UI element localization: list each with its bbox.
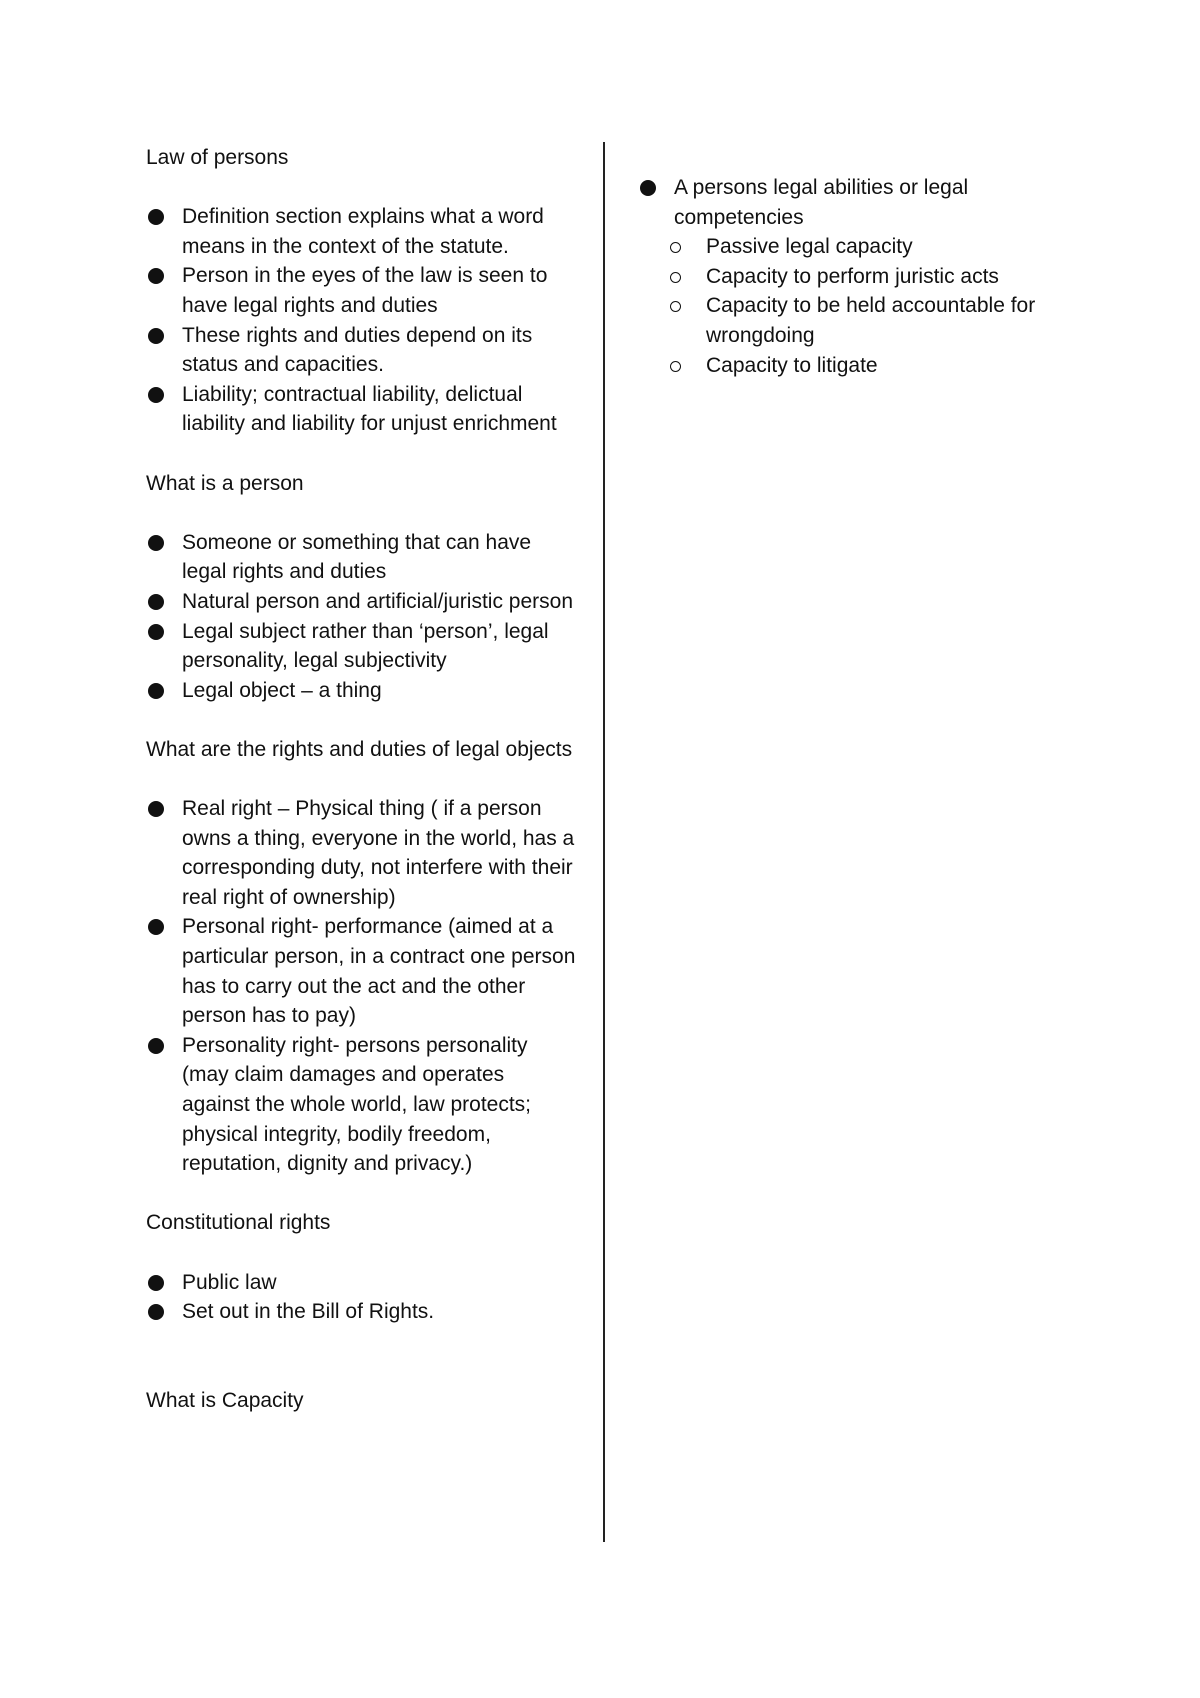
right-column xyxy=(638,173,1078,380)
list-item: Liability; contractual liability, delictual liability and liability for unjust enrichment xyxy=(146,380,576,439)
list-capacity xyxy=(638,173,1078,232)
list-item: Natural person and artificial/juristic person xyxy=(146,587,576,617)
bullet-icon xyxy=(148,328,164,344)
list-item: Person in the eyes of the law is seen to have legal rights and duties xyxy=(146,261,576,320)
list-what-is-a-person xyxy=(146,528,576,706)
list-item: Set out in the Bill of Rights. xyxy=(146,1297,576,1327)
list-item: Capacity to perform juristic acts xyxy=(638,262,1078,292)
left-column xyxy=(146,143,576,1416)
bullet-icon xyxy=(148,801,164,817)
list-item: Definition section explains what a word means in the context of the statute. xyxy=(146,202,576,261)
bullet-icon xyxy=(148,1304,164,1320)
heading-what-is-a-person: What is a person xyxy=(146,471,304,495)
list-item: Personality right- persons personality (may claim damages and operates against the whole world, law protects; physical integrity, bodily freedom, reputation, dignity and privacy.) xyxy=(146,1031,576,1179)
sublist-capacity-types xyxy=(638,232,1078,380)
list-item: Capacity to litigate xyxy=(638,351,1078,381)
list-item: Capacity to be held accountable for wrongdoing xyxy=(638,291,1078,350)
list-item: Passive legal capacity xyxy=(638,232,1078,262)
list-law-of-persons xyxy=(146,202,576,439)
bullet-icon xyxy=(148,624,164,640)
bullet-icon xyxy=(148,387,164,403)
heading-law-of-persons: Law of persons xyxy=(146,146,289,169)
sub-bullet-icon xyxy=(670,361,681,372)
bullet-icon xyxy=(640,180,656,196)
sub-bullet-icon xyxy=(670,242,681,253)
sub-bullet-icon xyxy=(670,272,681,283)
sub-bullet-icon xyxy=(670,301,681,312)
heading-what-is-capacity: What is Capacity xyxy=(146,1388,304,1412)
list-item: These rights and duties depend on its status and capacities. xyxy=(146,321,576,380)
bullet-icon xyxy=(148,1038,164,1054)
bullet-icon xyxy=(148,535,164,551)
bullet-icon xyxy=(148,209,164,225)
heading-rights-and-duties: What are the rights and duties of legal objects xyxy=(146,737,573,761)
list-item: Someone or something that can have legal rights and duties xyxy=(146,528,576,587)
bullet-icon xyxy=(148,594,164,610)
list-item: Public law xyxy=(146,1268,576,1298)
bullet-icon xyxy=(148,268,164,284)
list-item: Legal subject rather than ‘person’, legal personality, legal subjectivity xyxy=(146,617,576,676)
bullet-icon xyxy=(148,919,164,935)
bullet-icon xyxy=(148,1275,164,1291)
bullet-icon xyxy=(148,683,164,699)
list-item: Legal object – a thing xyxy=(146,676,576,706)
list-item: A persons legal abilities or legal competencies xyxy=(638,173,1078,232)
list-item: Personal right- performance (aimed at a particular person, in a contract one person has to carry out the act and the other person has to pay) xyxy=(146,912,576,1030)
list-rights-and-duties xyxy=(146,794,576,1179)
heading-constitutional-rights: Constitutional rights xyxy=(146,1211,331,1235)
column-divider xyxy=(603,142,605,1542)
list-constitutional-rights xyxy=(146,1268,576,1327)
list-item: Real right – Physical thing ( if a person owns a thing, everyone in the world, has a corresponding duty, not interfere with their real right of ownership) xyxy=(146,794,576,912)
